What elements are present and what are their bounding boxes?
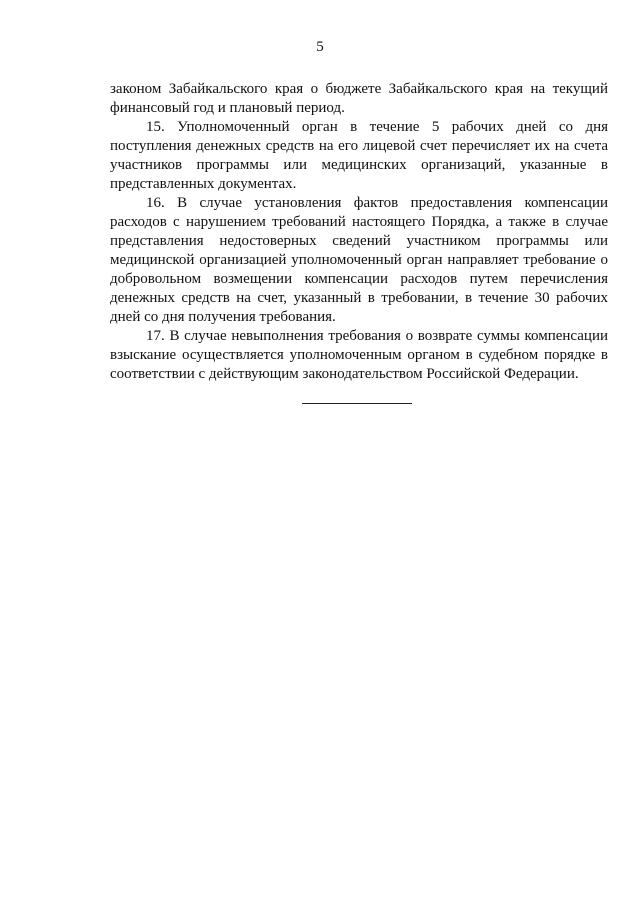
text-line: представленных документах. [110,176,297,192]
text-line: добровольном возмещении компенсации расходов путем перечисления [110,271,608,287]
text-line: 15. Уполномоченный орган в течение 5 рабочих дней со дня [146,119,608,135]
end-separator-line [302,403,412,404]
text-line: финансовый год и плановый период. [110,100,345,116]
text-line: 17. В случае невыполнения требования о возврате суммы компенсации [146,328,608,344]
paragraph-17 [110,327,608,384]
paragraph-continuation [110,80,608,118]
text-line: участников программы или медицинских организаций, указанные в [110,157,608,173]
text-line: представления недостоверных сведений участником программы или [110,233,608,249]
paragraph-16 [110,194,608,327]
text-line: денежных средств на счет, указанный в требовании, в течение 30 рабочих [110,290,608,306]
text-line: взыскание осуществляется уполномоченным органом в судебном порядке в [110,347,608,363]
paragraph-15 [110,118,608,194]
text-line: законом Забайкальского края о бюджете Забайкальского края на текущий [110,81,608,97]
text-line: медицинской организацией уполномоченный орган направляет требование о [110,252,608,268]
text-line: поступления денежных средств на его лицевой счет перечисляет их на счета [110,138,608,154]
document-body [110,80,608,384]
text-line: соответствии с действующим законодательством Российской Федерации. [110,366,579,382]
text-line: расходов с нарушением требований настоящего Порядка, а также в случае [110,214,608,230]
text-line: дней со дня получения требования. [110,309,336,325]
page-number: 5 [316,39,324,55]
text-line: 16. В случае установления фактов предоставления компенсации [146,195,608,211]
